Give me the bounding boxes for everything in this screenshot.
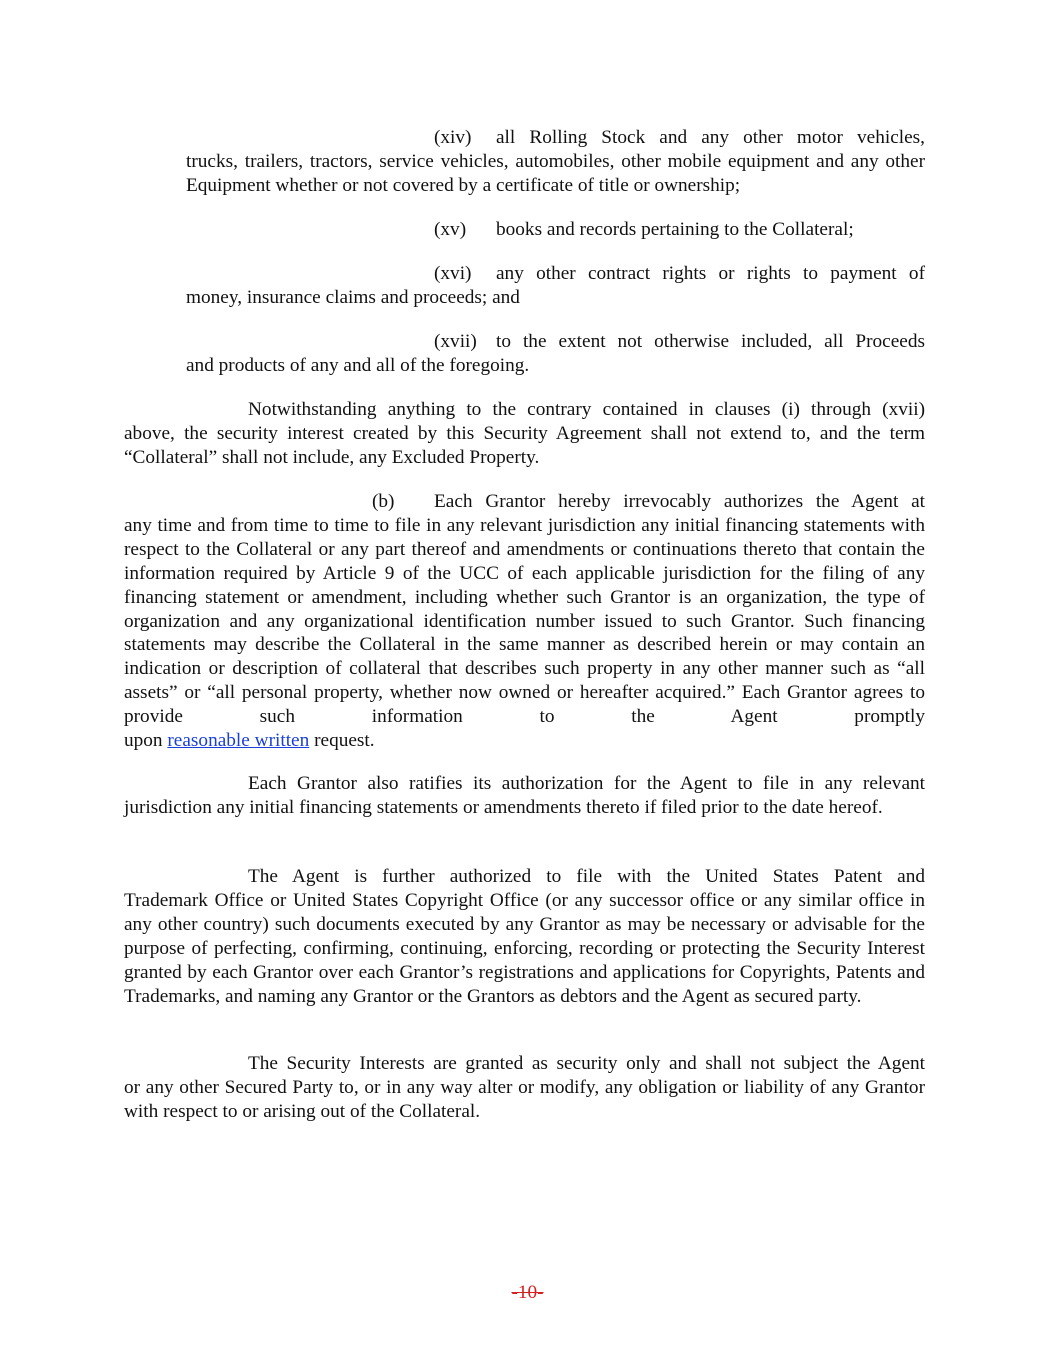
clause-xvi — [186, 262, 925, 310]
paragraph-first-line: The Security Interests are granted as security only and shall not subject the Agent — [248, 1053, 925, 1074]
clause-first-line — [186, 126, 925, 150]
further-authorized-paragraph — [124, 865, 925, 1008]
section-first-text: Each Grantor hereby irrevocably authorizes the Agent at — [434, 491, 925, 512]
clause-rest: and products of any and all of the foregoing. — [186, 354, 530, 376]
section-b-paragraph — [124, 490, 925, 753]
ratifies-paragraph — [124, 772, 925, 820]
clause-label: (xv) — [434, 219, 467, 240]
clause-rest: trucks, trailers, tractors, service vehicles, automobiles, other mobile equipment and any other Equipment whether or not covered by a certificate of title or ownership; — [186, 150, 925, 196]
section-label: (b) — [372, 491, 395, 512]
clause-first-text: any other contract rights or rights to payment of — [496, 263, 925, 284]
clause-first-text: books and records pertaining to the Collateral; — [496, 219, 854, 240]
last-line-prefix: upon — [124, 730, 163, 752]
last-line-suffix: request. — [314, 730, 375, 752]
paragraph-first-line: Each Grantor also ratifies its authorization for the Agent to file in any relevant — [248, 773, 925, 794]
clause-first-line — [186, 218, 925, 242]
paragraph-rest: Trademark Office or United States Copyright Office (or any successor office or any similar office in any other country) such documents executed by any Grantor as may be necessary or advisable for the purpose of perfecting, confirming, continuing, enforcing, recording or protecting the Security Interest granted by each Grantor over each Grantor’s registrations and applications for Copyrights, Patents and Trademarks, and naming any Grantor or the Grantors as debtors and the Agent as secured party. — [124, 889, 925, 1007]
paragraph-rest: or any other Secured Party to, or in any way alter or modify, any obligation or liability of any Grantor with respect to or arising out of the Collateral. — [124, 1076, 925, 1122]
paragraph-last-line — [124, 729, 925, 753]
paragraph-first-line: Notwithstanding anything to the contrary contained in clauses (i) through (xvii) — [248, 399, 925, 420]
clause-label: (xvi) — [434, 263, 472, 284]
paragraph-rest: any time and from time to time to file in any relevant jurisdiction any initial financing statements with respect to the Collateral or any part thereof and amendments or continuations thereto that contain the information required by Article 9 of the UCC of each applicable jurisdiction for the filing of any financing statement or amendment, including whether such Grantor is an organization, the type of organization and any organizational identification number issued to such Grantor. Such financing statements may describe the Collateral in the same manner as described herein or may contain an indication or description of collateral that describes such property in any other manner such as “all assets” or “all personal property, whether now owned or hereafter acquired.” Each Grantor agrees to provide such information to the Agent promptly — [124, 514, 925, 728]
clause-first-line — [186, 330, 925, 354]
paragraph-rest: jurisdiction any initial financing statements or amendments thereto if filed prior to the date hereof. — [124, 796, 883, 818]
clause-rest: money, insurance claims and proceeds; and — [186, 286, 520, 308]
clause-xiv — [186, 126, 925, 198]
clause-xv — [186, 218, 925, 242]
clause-first-line — [186, 262, 925, 286]
clause-xvii — [186, 330, 925, 378]
clause-first-text: all Rolling Stock and any other motor vehicles, — [496, 127, 925, 148]
paragraph-first-line: The Agent is further authorized to file with the United States Patent and — [248, 866, 925, 887]
paragraph-rest: above, the security interest created by this Security Agreement shall not extend to, and the term “Collateral” shall not include, any Excluded Property. — [124, 422, 925, 468]
clause-first-text: to the extent not otherwise included, all Proceeds — [496, 331, 925, 352]
clause-label: (xiv) — [434, 127, 472, 148]
reasonable-written-link[interactable]: reasonable written — [167, 730, 310, 752]
security-interests-paragraph — [124, 1052, 925, 1124]
page-number: -10- — [511, 1282, 544, 1303]
paragraph-first-line — [124, 490, 925, 514]
clause-label: (xvii) — [434, 331, 477, 352]
notwithstanding-paragraph — [124, 398, 925, 470]
